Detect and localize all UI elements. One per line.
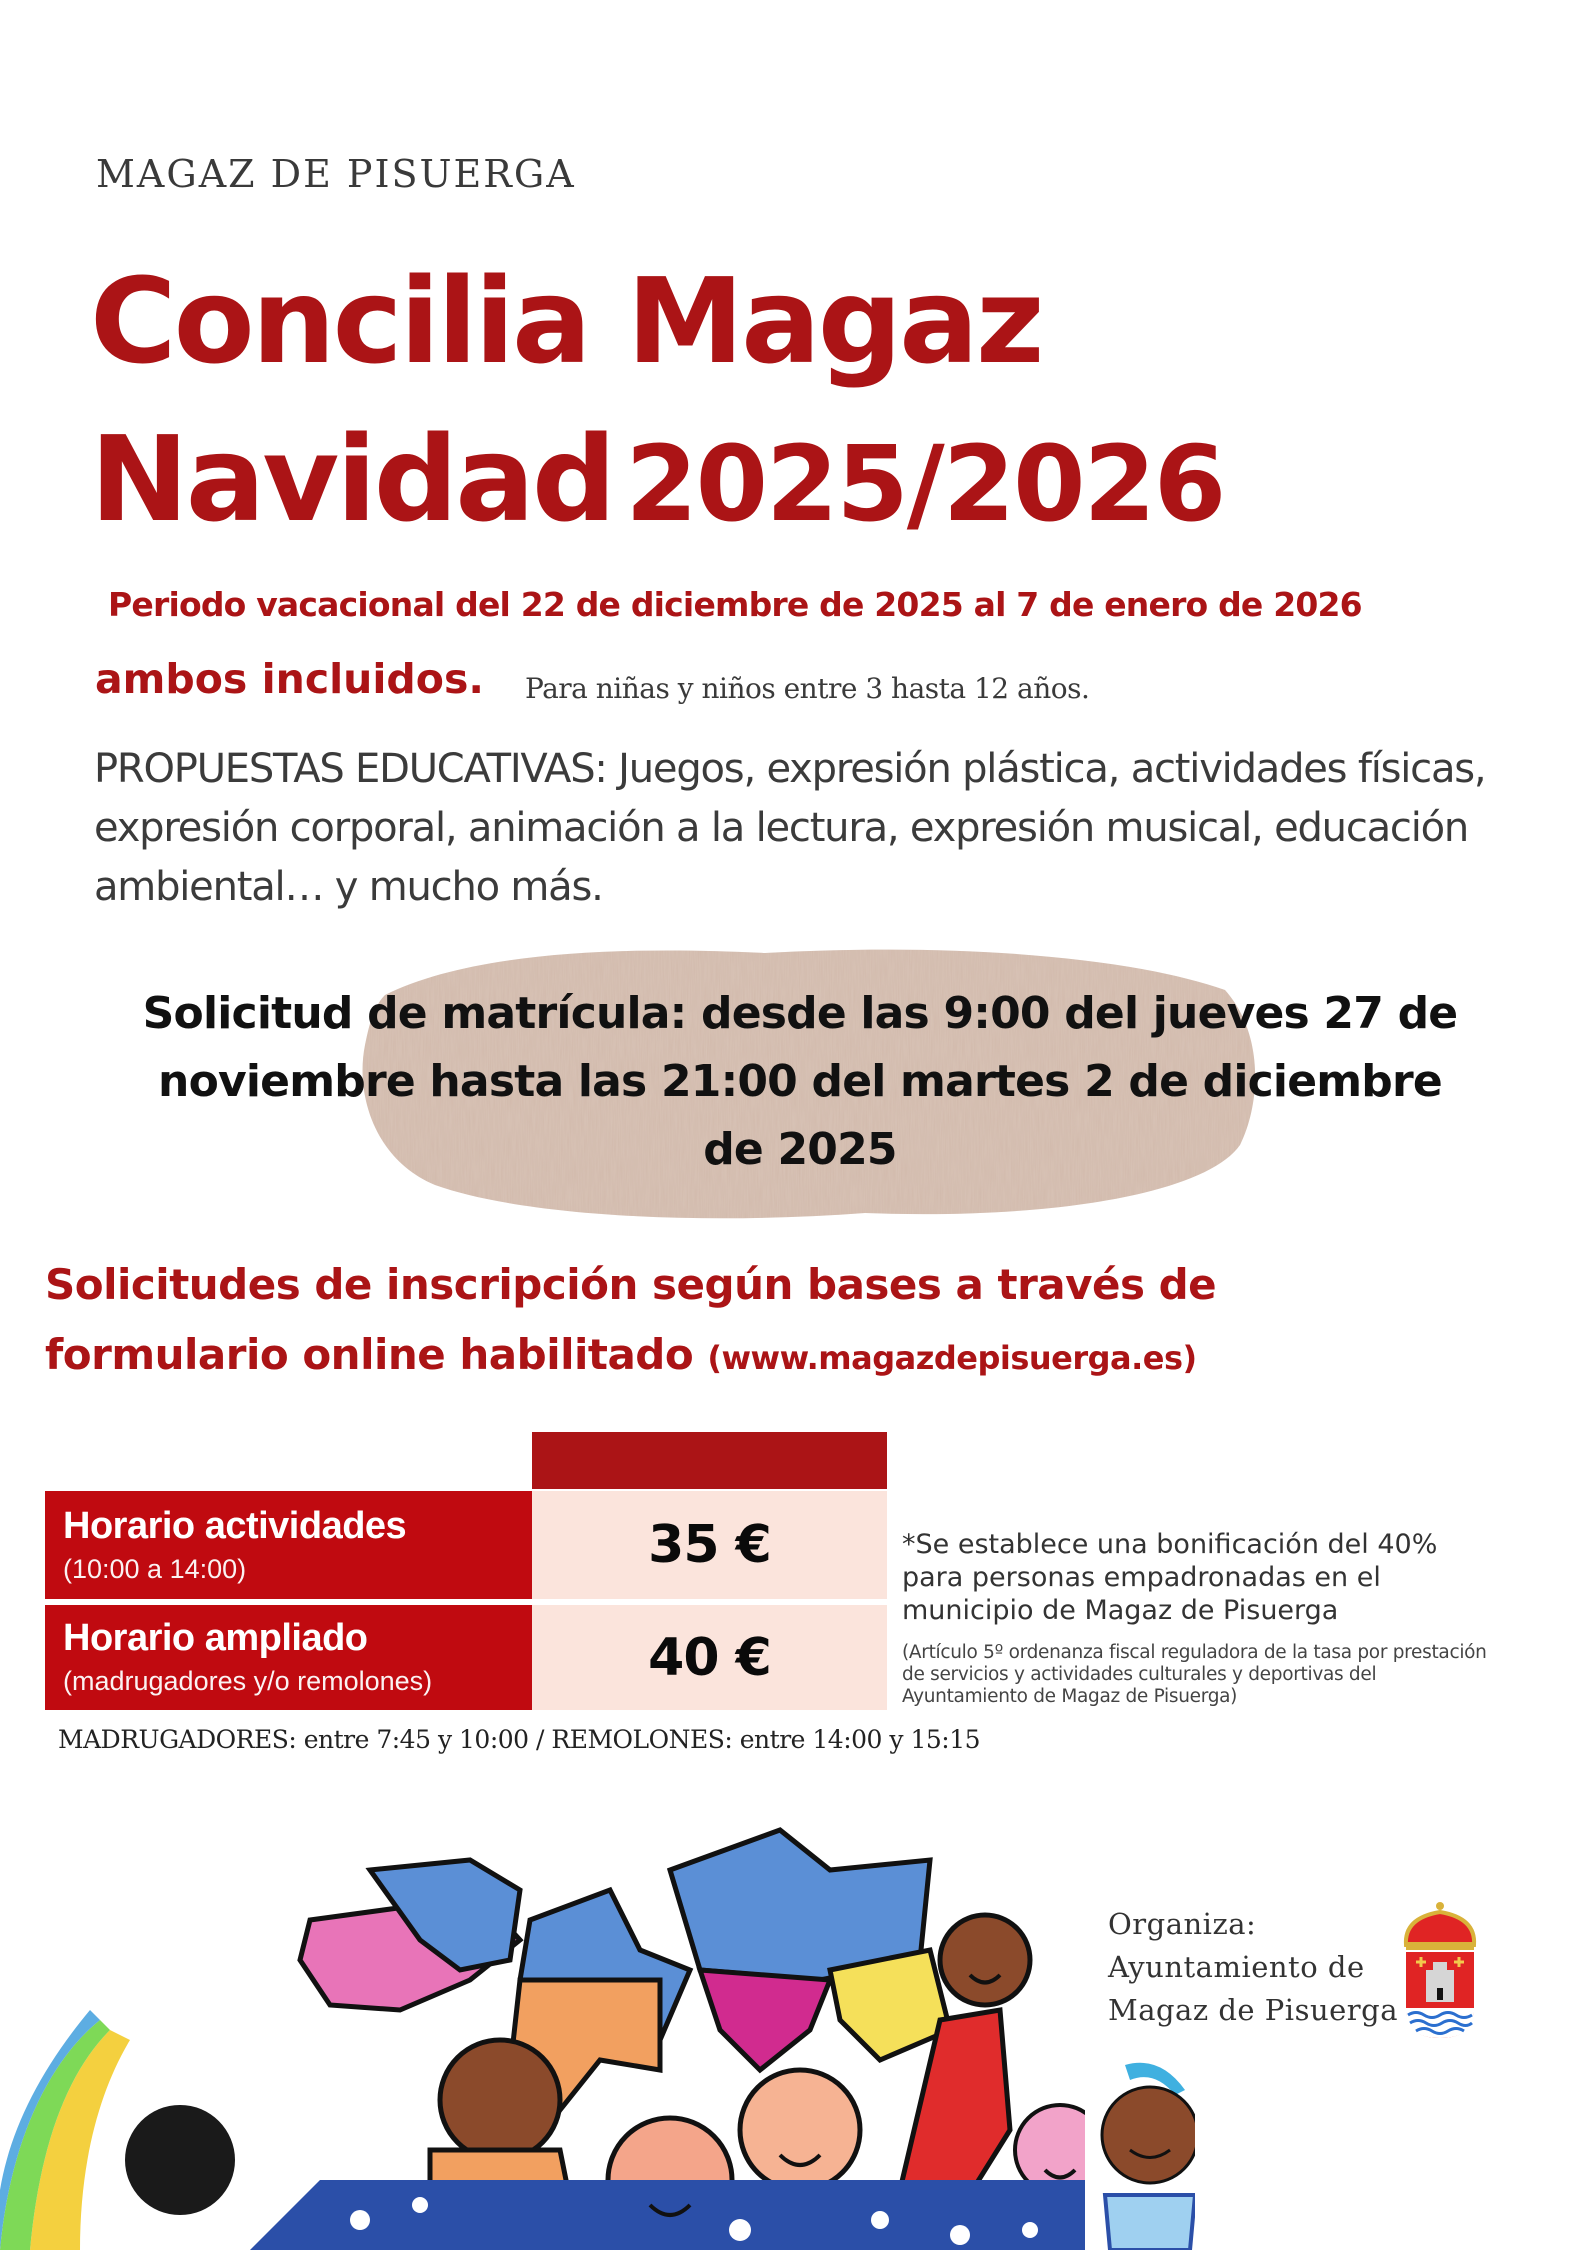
schedule-hours: (madrugadores y/o remolones) <box>63 1666 433 1696</box>
application-text: Solicitudes de inscripción según bases a través de formulario online habilitado <box>45 1260 1217 1379</box>
title-navidad: Navidad <box>90 410 614 548</box>
schedule-hours: (10:00 a 14:00) <box>63 1554 247 1584</box>
organizer-line-2: Magaz de Pisuerga <box>1108 1993 1399 2027</box>
price-value: 40 € <box>532 1605 887 1710</box>
schedule-name: Horario ampliado <box>63 1617 368 1659</box>
educational-proposals: PROPUESTAS EDUCATIVAS: Juegos, expresión plástica, actividades físicas, expresión corporal, animación a la lectura, expresión musical, educación ambiental… y mucho más. <box>94 746 1486 910</box>
schedule-note: MADRUGADORES: entre 7:45 y 10:00 / REMOLONES: entre 14:00 y 15:15 <box>58 1725 981 1754</box>
legal-reference: (Artículo 5º ordenanza fiscal reguladora de la tasa por prestación de servicios y actividades culturales y deportivas del Ayuntamiento de Magaz de Pisuerga) <box>902 1642 1487 1707</box>
organizer-line-1: Ayuntamiento de <box>1108 1950 1365 1984</box>
organizer-block <box>1108 1903 1398 2032</box>
period-included: ambos incluidos. <box>95 655 484 703</box>
title-year: 2025/2026 <box>625 423 1225 545</box>
enrollment-period: Solicitud de matrícula: desde las 9:00 del jueves 27 de noviembre hasta las 21:00 del martes 2 de diciembre de 2025 <box>142 988 1458 1175</box>
website-link[interactable]: (www.magazdepisuerga.es) <box>707 1339 1197 1377</box>
age-range: Para niñas y niños entre 3 hasta 12 años. <box>525 672 1090 705</box>
price-row-label <box>45 1605 532 1710</box>
child-illustration-right <box>1085 2055 1195 2250</box>
price-table-header <box>532 1432 887 1489</box>
discount-note: *Se establece una bonificación del 40% para personas empadronadas en el municipio de Magaz de Pisuerga <box>902 1529 1438 1626</box>
schedule-name: Horario actividades <box>63 1505 407 1547</box>
period-dates: Periodo vacacional del 22 de diciembre de 2025 al 7 de enero de 2026 <box>108 585 1362 624</box>
title-line-1: Concilia Magaz <box>90 252 1042 390</box>
town-name: MAGAZ DE PISUERGA <box>96 152 576 196</box>
price-row <box>45 1491 887 1599</box>
price-value: 35 € <box>532 1491 887 1599</box>
price-row <box>45 1602 887 1710</box>
price-row-label <box>45 1491 532 1599</box>
title-line-2 <box>90 410 1225 548</box>
children-puzzle-illustration <box>0 1810 1085 2250</box>
coat-of-arms-icon <box>1400 1900 1480 2040</box>
application-info <box>45 1250 1345 1393</box>
organizer-label: Organiza: <box>1108 1907 1257 1941</box>
